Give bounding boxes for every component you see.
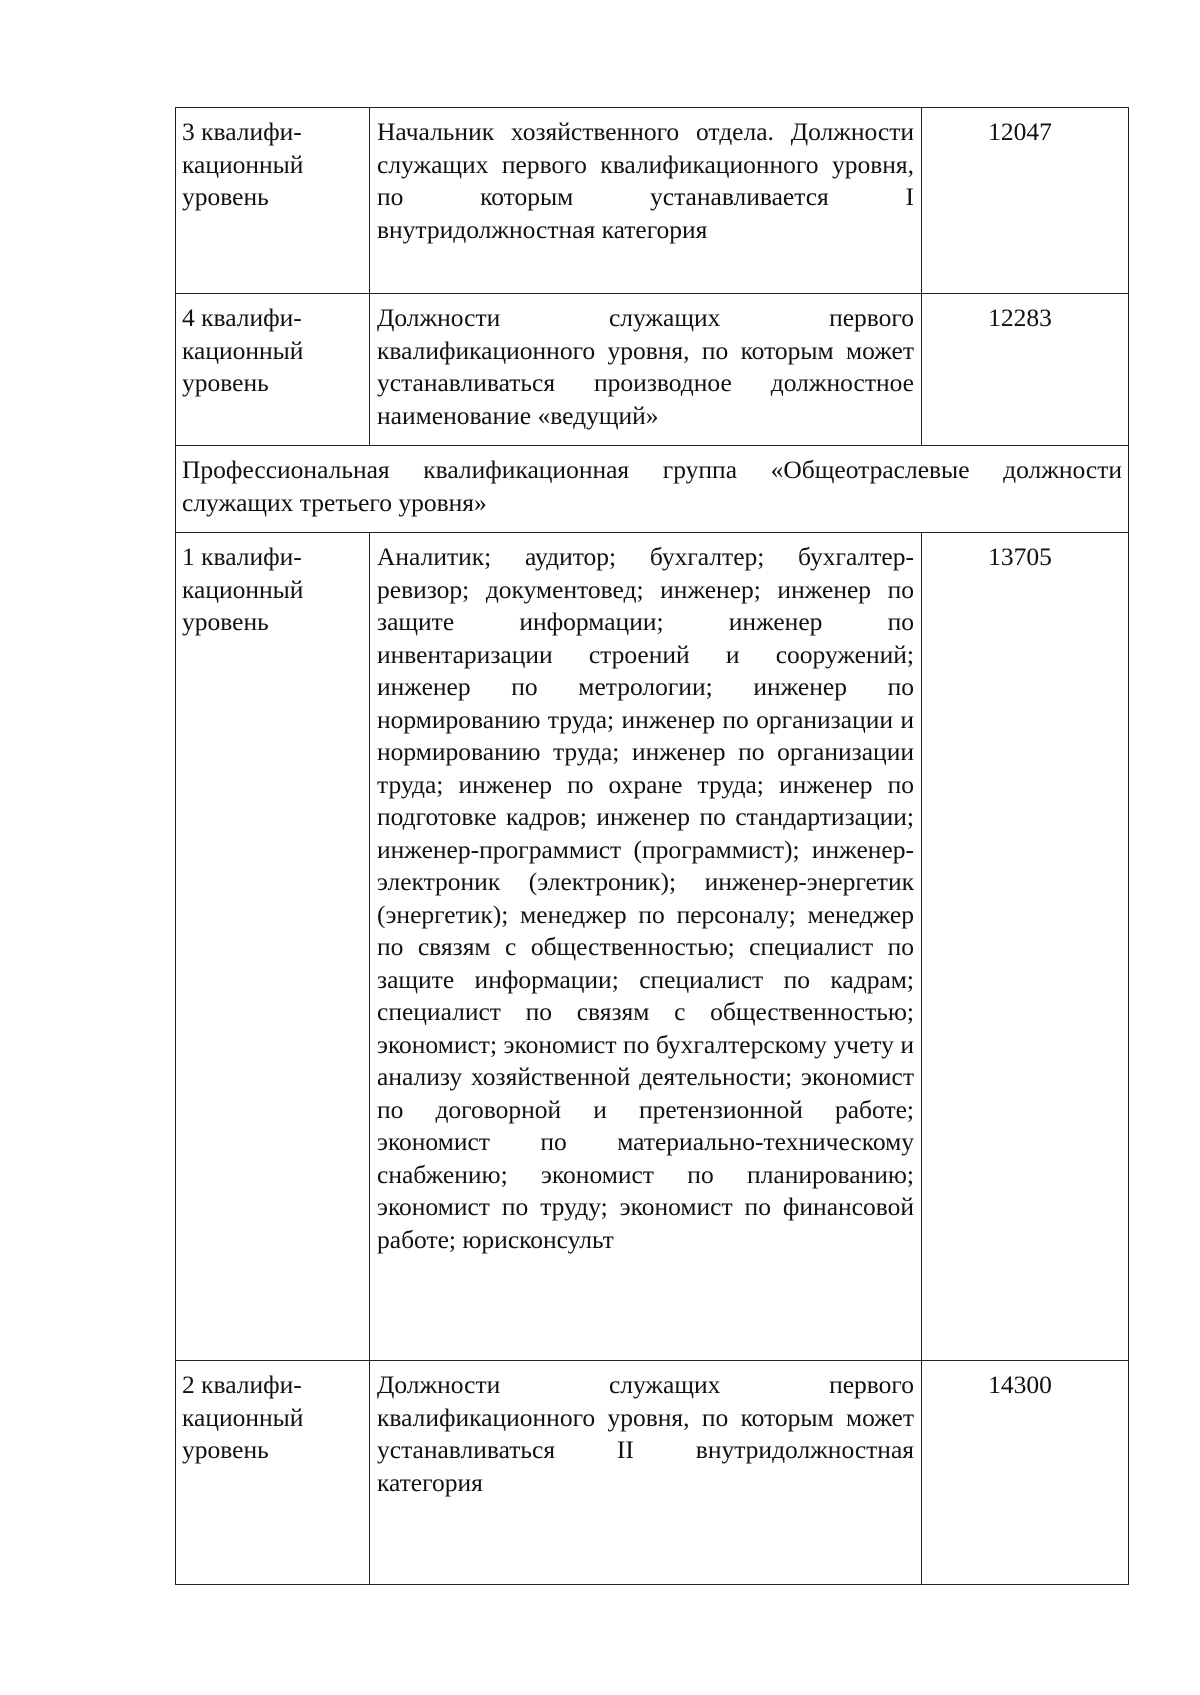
table-row [176,108,1129,294]
positions-description-cell: Аналитик; аудитор; бухгалтер; бухгалтер-ревизор; документовед; инженер; инженер по защите информации; инженер по инвентаризации строений и сооружений; инженер по метрологии; инженер по нормированию труда; инженер по организации и нормированию труда; инженер по организации труда; инженер по охране труда; инженер по подготовке кадров; инженер по стандартизации; инженер-программист (программист); инженер-электроник (электроник); инженер-энергетик (энергетик); менеджер по персоналу; менеджер по связям с общественностью; специалист по защите информации; специалист по кадрам; специалист по связям с общественностью; экономист; экономист по бухгалтерскому учету и анализу хозяйственной деятельности; экономист по договорной и претензионной работе; экономист по материально-техническому снабжению; экономист по планированию; экономист по труду; экономист по финансовой работе; юрисконсульт [370,533,922,1361]
salary-cell: 12283 [922,294,1129,446]
qualification-level-cell: 1 квалифи- кационный уровень [176,533,370,1361]
table-row [176,533,1129,1361]
positions-description-cell: Должности служащих первого квалификационного уровня, по которым может устанавливаться производное должностное наименование «ведущий» [370,294,922,446]
salary-cell: 13705 [922,533,1129,1361]
qualification-salary-table [175,107,1129,1585]
qualification-level-cell: 2 квалифи- кационный уровень [176,1361,370,1585]
qualification-level-cell: 4 квалифи- кационный уровень [176,294,370,446]
qualification-level-cell: 3 квалифи- кационный уровень [176,108,370,294]
salary-cell: 14300 [922,1361,1129,1585]
table-row [176,1361,1129,1585]
salary-cell: 12047 [922,108,1129,294]
professional-group-title: Профессиональная квалификационная группа «Общеотраслевые должности служащих третьего уровня» [176,446,1129,533]
group-header-row [176,446,1129,533]
positions-description-cell: Начальник хозяйственного отдела. Должности служащих первого квалификационного уровня, по которым устанавливается I внутридолжностная категория [370,108,922,294]
table-row [176,294,1129,446]
positions-description-cell: Должности служащих первого квалификационного уровня, по которым может устанавливаться II внутридолжностная категория [370,1361,922,1585]
